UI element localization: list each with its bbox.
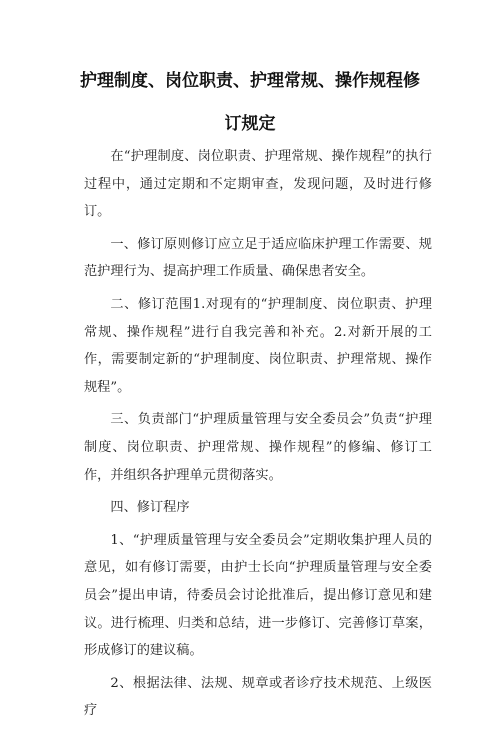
- document-title-line-2: 订规定: [224, 114, 276, 134]
- paragraph-procedure-step-1: 1、“护理质量管理与安全委员会”定期收集护理人员的意见，如有修订需要，由护士长向“护理质量管理与安全委员会”提出申请，待委员会讨论批准后，提出修订意见和建议。进行梳理、归类和总结，进一步修订、完善修订草案，形成修订的建议稿。: [84, 532, 432, 659]
- paragraph-revision-scope: 二、修订范围1.对现有的“护理制度、岗位职责、护理常规、操作规程”进行自我完善和补充。2.对新开展的工作，需要制定新的“护理制度、岗位职责、护理常规、操作规程”。: [84, 296, 432, 395]
- paragraph-intro: 在“护理制度、岗位职责、护理常规、操作规程”的执行过程中，通过定期和不定期审查，发现问题，及时进行修订。: [84, 149, 432, 220]
- paragraph-responsible-department: 三、负责部门“护理质量管理与安全委员会”负责“护理制度、岗位职责、护理常规、操作规程”的修编、修订工作，并组织各护理单元贯彻落实。: [84, 412, 432, 483]
- document-title-line-1: 护理制度、岗位职责、护理常规、操作规程修: [80, 71, 420, 91]
- paragraph-procedure-step-2: 2、根据法律、法规、规章或者诊疗技术规范、上级医疗: [84, 675, 432, 719]
- paragraph-revision-procedure-heading: 四、修订程序: [110, 500, 190, 516]
- paragraph-revision-principle: 一、修订原则修订应立足于适应临床护理工作需要、规范护理行为、提高护理工作质量、确保患者安全。: [84, 236, 432, 280]
- document-body: [84, 143, 432, 730]
